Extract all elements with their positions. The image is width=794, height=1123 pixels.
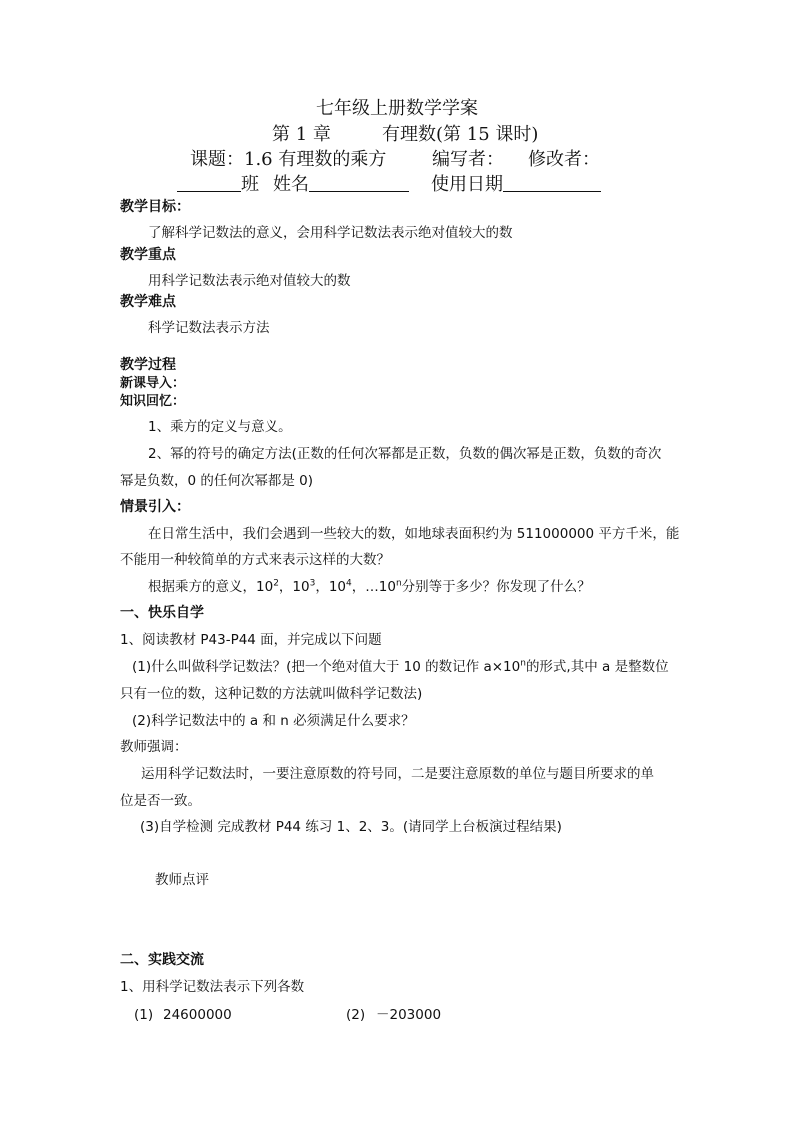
review-heading: 知识回忆： <box>120 394 186 409</box>
teacher-emphasis-label: 教师强调： <box>120 739 188 755</box>
exercise-1-label: (1) <box>134 1007 154 1023</box>
key-point-heading: 教学重点 <box>120 247 176 263</box>
review-item-2-line1: 2、幂的符号的确定方法(正数的任何次幂都是正数，负数的偶次幂是正数，负数的奇次 <box>148 446 662 462</box>
reviser-label: 修改者： <box>528 149 600 170</box>
name-label: 姓名 <box>273 174 309 195</box>
review-item-1: 1、乘方的定义与意义。 <box>148 419 292 435</box>
difficulty-heading: 教学难点 <box>120 294 176 310</box>
goals-heading: 教学目标： <box>120 199 190 215</box>
question-3: (3)自学检测 完成教材 P44 练习 1、2、3。(请同学上台板演过程结果) <box>140 819 562 835</box>
chapter-number: 第 1 章 <box>272 124 331 145</box>
exercise-2-label: (2) <box>346 1007 366 1023</box>
date-label: 使用日期 <box>431 174 503 195</box>
practice-heading: 二、实践交流 <box>120 952 204 968</box>
info-line <box>177 174 601 196</box>
class-label: 班 <box>241 174 259 195</box>
name-blank[interactable] <box>309 175 409 192</box>
self-study-item-1: 1、阅读教材 P43-P44 面，并完成以下问题 <box>120 632 382 648</box>
question-1-line2: 只有一位的数，这种记数的方法就叫做科学记数法) <box>120 686 423 702</box>
scene-line1: 在日常生活中，我们会遇到一些较大的数，如地球表面积约为 511000000 平方千米，能 <box>148 526 680 542</box>
editor-label: 编写者： <box>432 149 504 170</box>
exercise-2-value: －203000 <box>376 1007 442 1023</box>
question-1-line1: (1)什么叫做科学记数法？(把一个绝对值大于 10 的数记作 $a\times 10^n$的形式,其中 a 是整数位 <box>132 658 669 675</box>
review-item-2-line2: 幂是负数，0 的任何次幂都是 0) <box>120 473 314 489</box>
goals-text: 了解科学记数法的意义，会用科学记数法表示绝对值较大的数 <box>148 225 513 241</box>
doc-title: 七年级上册数学学案 <box>316 98 478 119</box>
lesson-topic: 课题：1.6 有理数的乘方 <box>190 149 387 170</box>
process-heading: 教学过程 <box>120 357 176 373</box>
key-point-text: 用科学记数法表示绝对值较大的数 <box>148 273 351 289</box>
emphasis-line2: 位是否一致。 <box>120 793 201 809</box>
scene-line2: 不能用一种较简单的方式来表示这样的大数？ <box>120 552 390 568</box>
scene-question: 根据乘方的意义，$10^2$，$10^3$，$10^4$，…10$^n$分别等于多少？你发现了什么？ <box>148 578 591 595</box>
difficulty-text: 科学记数法表示方法 <box>148 320 270 336</box>
emphasis-line1: 运用科学记数法时，一要注意原数的符号同，二是要注意原数的单位与题目所要求的单 <box>141 766 654 782</box>
intro-heading: 新课导入： <box>120 376 186 391</box>
class-blank[interactable] <box>177 175 241 192</box>
practice-item-1: 1、用科学记数法表示下列各数 <box>120 979 305 995</box>
question-2: (2)科学记数法中的 a 和 n 必须满足什么要求？ <box>132 713 415 729</box>
exercise-1-value: 24600000 <box>163 1007 232 1023</box>
date-blank[interactable] <box>503 175 601 192</box>
chapter-topic: 有理数(第 15 课时) <box>382 124 539 145</box>
scene-heading: 情景引入： <box>120 499 190 515</box>
teacher-comment: 教师点评 <box>155 872 209 888</box>
self-study-heading: 一、快乐自学 <box>120 605 204 621</box>
